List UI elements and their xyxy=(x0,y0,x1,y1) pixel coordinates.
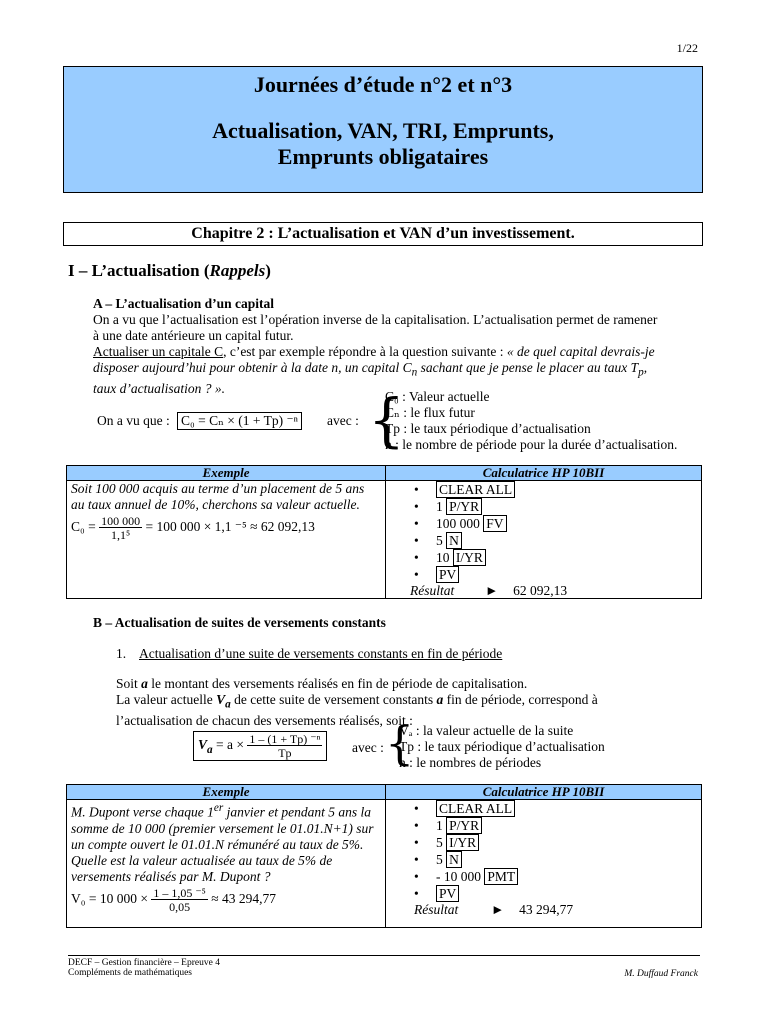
calculator-step: • 5 N xyxy=(414,851,697,868)
arrow-icon: ► xyxy=(485,583,499,598)
page-number: 1/22 xyxy=(676,41,698,55)
calculator-step: • 1 P/YR xyxy=(414,817,697,834)
formula-avec: avec : xyxy=(327,413,359,428)
table1-header-calculator: Calculatrice HP 10BII xyxy=(386,466,702,481)
calculator-step xyxy=(414,481,697,498)
calculator-step: • 5 N xyxy=(414,532,697,549)
part-b-item-number: 1. xyxy=(116,646,127,661)
calculator-step: • - 10 000 PMT xyxy=(414,868,697,885)
title-line1: Journées d’étude n°2 et n°3 xyxy=(253,72,513,97)
table2-header-calculator: Calculatrice HP 10BII xyxy=(386,785,702,800)
calculator-key: N xyxy=(446,532,462,549)
table2-example-cell: M. Dupont verse chaque 1er janvier et pendant 5 ans la somme de 10 000 (premier versement le 01.01.N+1) sur un compte ouvert le 01.01.N rémunéré au taux de 5%. Quelle est la valeur actualisée au taux de 5% de versements réalisés par M. Dupont ? V₀ = 10 000 × $\frac{\text{1 – 1,05 ⁻⁵}}{0,05}$ ≈ 43 294,77 xyxy=(67,800,386,928)
part-a-text: A – L’actualisation d’un capital On a vu que l’actualisation est l’opération inverse de la capitalisation. L’actualisation permet de ramener à une date antérieure un capital futur. Actualiser un capitale C, c’est par exemple répondre à la question suivante : « de quel capital devrais-je disposer aujourd’hui pour obtenir à la date n, un capital $C_n$ sachant que je pense le placer au taux $T_p$, taux d’actualisation ? ». xyxy=(93,296,703,397)
example-table-2 xyxy=(66,784,702,928)
calculator-step: • 1 P/YR xyxy=(414,498,697,515)
footer-author: M. Duffaud Franck xyxy=(624,969,698,979)
part-b-title: B – Actualisation de suites de versements constants xyxy=(93,615,386,630)
calculator-steps-2 xyxy=(390,800,697,902)
section-heading: I – L’actualisation (Rappels) xyxy=(68,261,271,280)
calculator-step: • 100 000 FV xyxy=(414,515,697,532)
calculator-key: I/YR xyxy=(446,834,479,851)
calculator-key: N xyxy=(446,851,462,868)
calculator-step xyxy=(414,566,697,583)
footer-divider xyxy=(68,955,700,956)
formula-avec-b: avec : xyxy=(352,740,384,755)
arrow-icon: ► xyxy=(491,902,505,917)
calculator-key: PV xyxy=(436,566,459,583)
footer-left: DECF – Gestion financière – Epreuve 4 Compléments de mathématiques xyxy=(68,958,220,978)
calculator-step xyxy=(414,885,697,902)
calculator-key: P/YR xyxy=(446,498,482,515)
calculator-key: PMT xyxy=(484,868,518,885)
title-box xyxy=(63,66,703,193)
calculator-step xyxy=(414,800,697,817)
example-table-1 xyxy=(66,465,702,599)
formula-intro: On a vu que : xyxy=(97,413,170,428)
calculator-step: • 5 I/YR xyxy=(414,834,697,851)
calculator-steps-1 xyxy=(390,481,697,583)
table2-header-example: Exemple xyxy=(67,785,386,800)
title-line2: Actualisation, VAN, TRI, Emprunts, Emprunts obligataires xyxy=(212,118,554,169)
table1-header-example: Exemple xyxy=(67,466,386,481)
table2-calculator-cell: • CLEAR ALL • 1 P/YR • 5 I/YR • 5 N • - 10 000 PMT • PV Résultat ► 43 294,77 xyxy=(386,800,702,928)
formula-definitions-b: Vₐ : la valeur actuelle de la suite Tp : le taux périodique d’actualisation n : le nombres de périodes xyxy=(399,723,605,770)
calculator-key: I/YR xyxy=(453,549,486,566)
calculator-key: PV xyxy=(436,885,459,902)
chapter-heading: Chapitre 2 : L’actualisation et VAN d’un investissement. xyxy=(63,222,703,246)
calculator-step: • 10 I/YR xyxy=(414,549,697,566)
part-b-item-title: Actualisation d’une suite de versements constants en fin de période xyxy=(139,646,503,661)
formula-annuity: $V_a = a$ × $\frac{\text{1 – (1 + Tp) ⁻ⁿ}}{Tp}$ xyxy=(193,731,327,761)
calculator-key: FV xyxy=(483,515,506,532)
brace-icon: { xyxy=(368,386,405,454)
calculator-key: CLEAR ALL xyxy=(436,800,515,817)
table1-example-cell: Soit 100 000 acquis au terme d’un placement de 5 ans au taux annuel de 10%, cherchons sa valeur actuelle. C₀ = $\frac{100 000}{\text{1,1⁵}}$ = 100 000 × 1,1 ⁻⁵ ≈ 62 092,13 xyxy=(67,481,386,599)
brace-icon: { xyxy=(385,716,415,770)
calculator-key: CLEAR ALL xyxy=(436,481,515,498)
part-b-text: Soit a le montant des versements réalisés en fin de période de capitalisation. La valeur actuelle $V_a$ de cette suite de versement constants a fin de période, correspond à l’actualisation de chacun des versements réalisés, soit : xyxy=(116,676,598,728)
table1-calculator-cell: • CLEAR ALL • 1 P/YR • 100 000 FV • 5 N • 10 I/YR • PV Résultat ► 62 092,13 xyxy=(386,481,702,599)
formula-definitions: C₀ : Valeur actuelle Cₙ : le flux futur Tp : le taux périodique d’actualisation n : le nombre de période pour la durée d’actualisation. xyxy=(385,389,678,452)
part-a-title: A – L’actualisation d’un capital xyxy=(93,296,275,311)
formula-actualisation: C₀ = Cₙ × (1 + Tp) ⁻ⁿ xyxy=(177,412,302,430)
calculator-key: P/YR xyxy=(446,817,482,834)
